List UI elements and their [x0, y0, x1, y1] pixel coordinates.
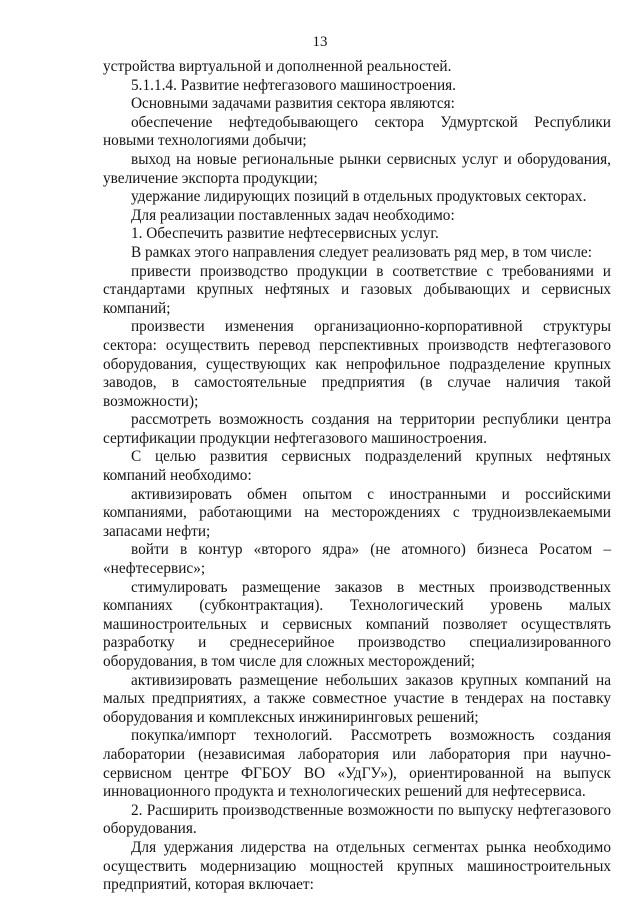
paragraph: Для удержания лидерства на отдельных сегментах рынка необходимо осуществить модернизацию мощностей крупных машиностроительных предприятий, которая включает:: [103, 838, 611, 894]
paragraph: обеспечение нефтедобывающего сектора Удмуртской Республики новыми технологиями добычи;: [103, 113, 611, 150]
paragraph: активизировать размещение небольших заказов крупных компаний на малых предприятиях, а также совместное участие в тендерах на поставку оборудования и комплексных инжиниринговых решений;: [103, 671, 611, 726]
paragraph: 5.1.1.4. Развитие нефтегазового машиностроения.: [131, 76, 457, 94]
page-number: 13: [312, 34, 328, 50]
paragraph: Основными задачами развития сектора являются:: [131, 95, 455, 113]
paragraph: 2. Расширить производственные возможности по выпуску нефтегазового оборудования.: [103, 801, 611, 838]
paragraph: активизировать обмен опытом с иностранными и российскими компаниями, работающими на месторождениях с трудноизвлекаемыми запасами нефти;: [103, 485, 611, 540]
paragraph: войти в контур «второго ядра» (не атомного) бизнеса Росатом – «нефтесервис»;: [103, 541, 611, 578]
document-body: [103, 58, 611, 895]
paragraph: устройства виртуальной и дополненной реальностей.: [103, 58, 452, 75]
paragraph: покупка/импорт технологий. Рассмотреть возможность создания лаборатории (независимая лаборатория или лаборатория при научно-сервисном центре ФГБОУ ВО «УдГУ»), ориентированной на выпуск инновационного продукта и технологических решений для нефтесервиса.: [103, 727, 611, 801]
paragraph: привести производство продукции в соответствие с требованиями и стандартами крупных нефтяных и газовых добывающих и сервисных компаний;: [103, 262, 611, 317]
paragraph: выход на новые региональные рынки сервисных услуг и оборудования, увеличение экспорта продукции;: [103, 150, 611, 187]
paragraph: рассмотреть возможность создания на территории республики центра сертификации продукции нефтегазового машиностроения.: [103, 411, 611, 447]
paragraph: С целью развития сервисных подразделений крупных нефтяных компаний необходимо:: [103, 448, 611, 485]
paragraph: произвести изменения организационно-корпоративной структуры сектора: осуществить перевод перспективных производств нефтегазового оборудования, существующих как непрофильное подразделение крупных заводов, в самостоятельные предприятия (в случае наличия такой возможности);: [103, 318, 611, 410]
paragraph: удержание лидирующих позиций в отдельных продуктовых секторах.: [131, 188, 587, 206]
paragraph: 1. Обеспечить развитие нефтесервисных услуг.: [131, 225, 439, 243]
paragraph: стимулировать размещение заказов в местных производственных компаниях (субконтрактация). Технологический уровень малых машиностроительных и сервисных компаний позволяет осуществлять разработку и среднесерийное производство специализированного оборудования, в том числе для сложных месторождений;: [103, 578, 611, 670]
paragraph: Для реализации поставленных задач необходимо:: [131, 206, 455, 224]
paragraph: В рамках этого направления следует реализовать ряд мер, в том числе:: [131, 243, 592, 261]
